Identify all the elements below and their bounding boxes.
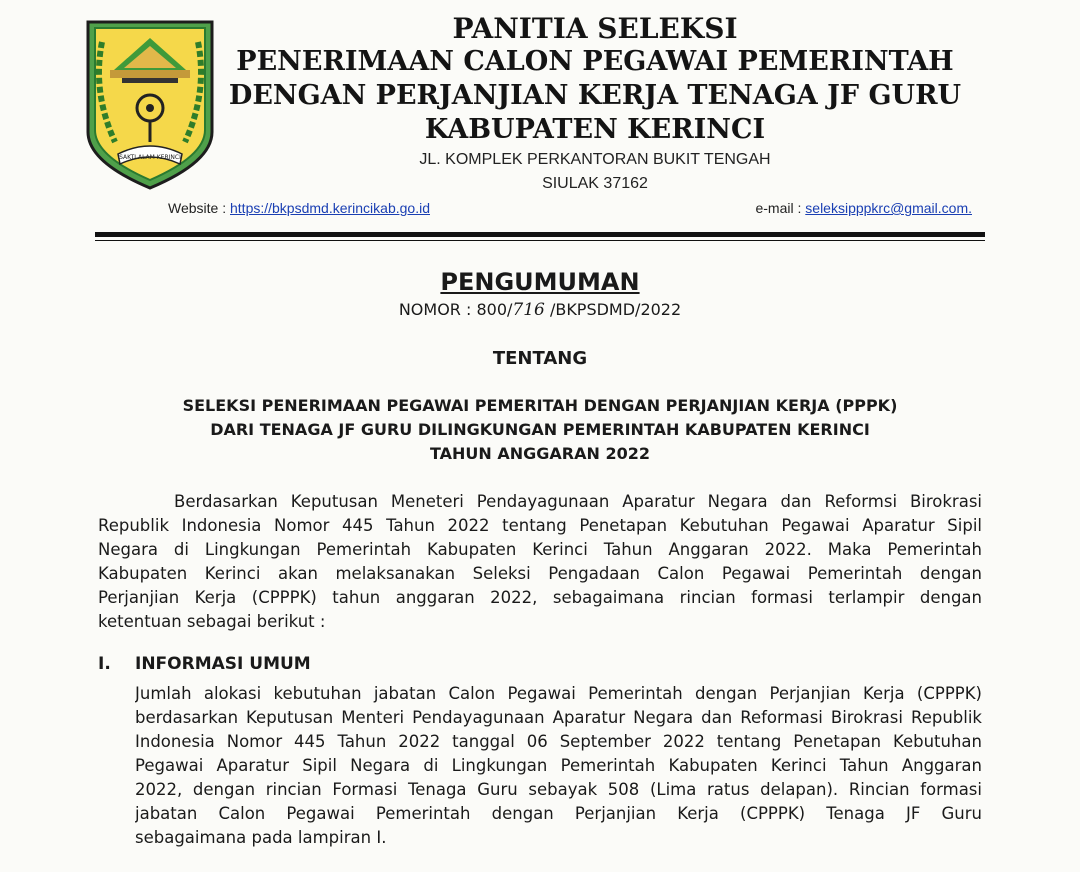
section-1-title: INFORMASI UMUM xyxy=(135,654,311,674)
announcement-number xyxy=(0,300,1080,320)
email-label: e-mail : xyxy=(755,200,802,216)
about-heading: TENTANG xyxy=(492,348,588,369)
header-title-line-3: DENGAN PERJANJIAN KERJA TENAGA JF GURU xyxy=(228,80,962,111)
header-title-line-1: PANITIA SELEKSI xyxy=(452,12,738,45)
header-title-line-2: PENERIMAAN CALON PEGAWAI PEMERINTAH xyxy=(236,46,954,77)
website-link[interactable]: https://bkpsdmd.kerincikab.go.id xyxy=(230,200,430,216)
intro-paragraph xyxy=(98,490,982,634)
subject-line-3: TAHUN ANGGARAN 2022 xyxy=(429,444,650,463)
intro-line: Negara di Lingkungan Pemerintah Kabupaten Kerinci Tahun Anggaran 2022. Maka Pemerintah xyxy=(98,540,982,559)
website-label: Website : xyxy=(168,200,227,216)
subject-line-2: DARI TENAGA JF GURU DILINGKUNGAN PEMERINTAH KABUPATEN KERINCI xyxy=(210,420,870,439)
kerinci-regency-emblem-logo xyxy=(80,12,220,192)
section-1-line: Indonesia Nomor 445 Tahun 2022 tanggal 06 September 2022 tentang Penetapan Kebutuhan xyxy=(135,732,982,751)
section-1-line: jabatan Calon Pegawai Pemerintah dengan Perjanjian Kerja (CPPPK) Tenaga JF Guru xyxy=(135,804,982,823)
section-1-number: I. xyxy=(98,654,111,674)
section-1-line: Jumlah alokasi kebutuhan jabatan Calon Pegawai Pemerintah dengan Perjanjian Kerja (CPPPK) xyxy=(135,684,982,703)
section-1-line: 2022, dengan rincian Formasi Tenaga Guru sebayak 508 (Lima ratus delapan). Rincian formasi xyxy=(135,780,982,799)
website-contact xyxy=(168,200,430,216)
address-postal: SIULAK 37162 xyxy=(542,175,648,192)
address-street: JL. KOMPLEK PERKANTORAN BUKIT TENGAH xyxy=(419,151,771,168)
intro-line: Republik Indonesia Nomor 445 Tahun 2022 tentang Penetapan Kebutuhan Pegawai Aparatur Sipil xyxy=(98,516,982,535)
announcement-heading: PENGUMUMAN xyxy=(440,268,640,296)
email-contact xyxy=(755,200,972,216)
svg-text:SAKTI ALAM KERINCI: SAKTI ALAM KERINCI xyxy=(119,154,181,161)
section-1-line: Pegawai Aparatur Sipil Negara di Lingkungan Pemerintah Kabupaten Kerinci Tahun Anggaran xyxy=(135,756,982,775)
intro-line: Kabupaten Kerinci akan melaksanakan Seleksi Pengadaan Calon Pegawai Pemerintah dengan xyxy=(98,564,982,583)
number-suffix: /BKPSDMD/2022 xyxy=(544,300,682,319)
header-title-line-4: KABUPATEN KERINCI xyxy=(424,114,766,145)
subject-line-1: SELEKSI PENERIMAAN PEGAWAI PEMERITAH DENGAN PERJANJIAN KERJA (PPPK) xyxy=(182,396,898,415)
number-prefix: NOMOR : 800/ xyxy=(398,300,513,319)
intro-line: Berdasarkan Keputusan Meneteri Pendayagunaan Aparatur Negara dan Reformsi Birokrasi xyxy=(174,492,982,511)
intro-line: ketentuan sebagai berikut : xyxy=(98,612,326,631)
header-divider-thick xyxy=(95,232,985,237)
number-handwritten: 716 xyxy=(512,300,545,320)
intro-line: Perjanjian Kerja (CPPPK) tahun anggaran 2022, sebagaimana rincian formasi terlampir dengan xyxy=(98,588,982,607)
section-1-line: sebagaimana pada lampiran I. xyxy=(135,828,387,847)
header-divider-thin xyxy=(95,240,985,241)
section-1-line: berdasarkan Keputusan Menteri Pendayagunaan Aparatur Negara dan Reformasi Birokrasi Republik xyxy=(135,708,982,727)
section-1-paragraph xyxy=(135,682,982,850)
email-link[interactable]: seleksipppkrc@gmail.com. xyxy=(805,200,972,216)
